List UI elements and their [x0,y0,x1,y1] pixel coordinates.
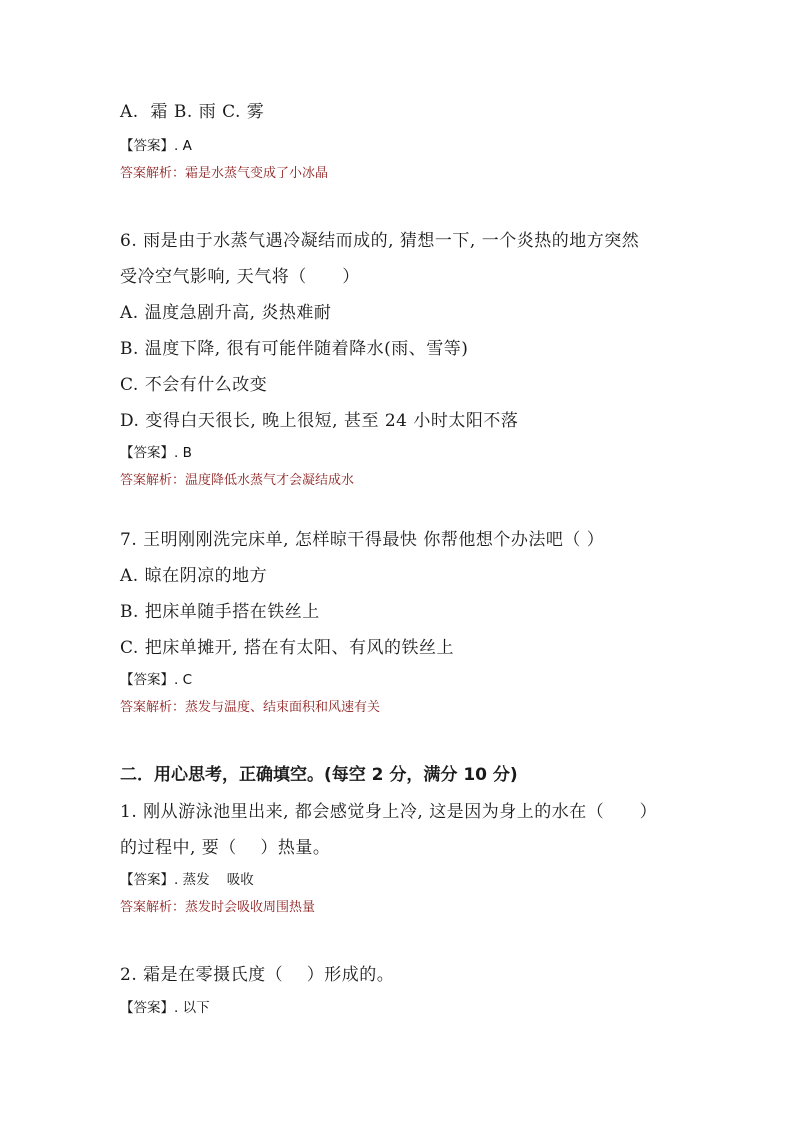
q7-option-c: C. 把床单摊开, 搭在有太阳、有风的铁丝上 [120,638,455,658]
q6-option-d: D. 变得白天很长, 晚上很短, 甚至 24 小时太阳不落 [120,411,519,431]
q7-answer: 【答案】. C [120,672,193,688]
fill2-answer: 【答案】. 以下 [120,1000,210,1016]
q5-analysis: 答案解析：霜是水蒸气变成了小冰晶 [120,166,329,181]
section2-heading: 二．用心思考，正确填空。(每空 2 分，满分 10 分) [120,765,518,785]
fill1-answer: 【答案】. 蒸发 吸收 [120,872,254,888]
q6-stem-line2: 受冷空气影响, 天气将（ ） [120,267,360,287]
q7-stem: 7. 王明刚刚洗完床单, 怎样晾干得最快 你帮他想个办法吧（ ） [120,530,605,550]
q6-option-b: B. 温度下降, 很有可能伴随着降水(雨、雪等) [120,339,469,359]
fill1-stem-line1: 1. 刚从游泳池里出来, 都会感觉身上冷, 这是因为身上的水在（ ） [120,802,658,822]
q7-analysis: 答案解析：蒸发与温度、结束面积和风速有关 [120,700,381,715]
q6-option-c: C. 不会有什么改变 [120,375,268,395]
q6-stem-line1: 6. 雨是由于水蒸气遇冷凝结而成的, 猜想一下, 一个炎热的地方突然 [120,231,640,251]
q5-options: A. 霜 B. 雨 C. 雾 [120,102,265,122]
q5-answer: 【答案】. A [120,138,192,154]
fill1-analysis: 答案解析：蒸发时会吸收周围热量 [120,900,316,915]
q7-option-a: A. 晾在阴凉的地方 [120,566,268,586]
fill1-stem-line2: 的过程中, 要（ ）热量。 [120,838,331,858]
fill2-stem: 2. 霜是在零摄氏度（ ）形成的。 [120,965,395,985]
q6-analysis: 答案解析：温度降低水蒸气才会凝结成水 [120,473,355,488]
q6-answer: 【答案】. B [120,445,192,461]
q7-option-b: B. 把床单随手搭在铁丝上 [120,602,320,622]
q6-option-a: A. 温度急剧升高, 炎热难耐 [120,303,332,323]
